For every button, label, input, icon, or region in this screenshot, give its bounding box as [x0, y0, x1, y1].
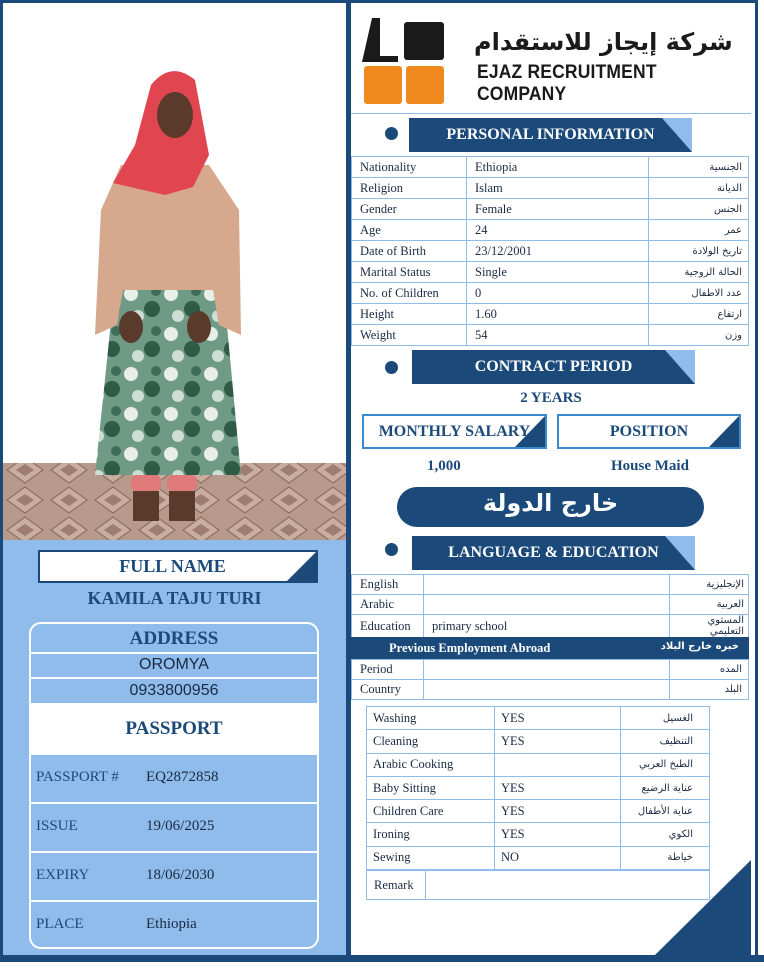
work-location-badge: خارج الدولة: [397, 487, 704, 527]
row-label-arabic: وزن: [649, 325, 749, 346]
skill-label: Cleaning: [367, 730, 495, 753]
row-label: Religion: [352, 178, 467, 199]
company-name-arabic: شركة إيجاز للاستقدام: [474, 28, 733, 56]
row-label: No. of Children: [352, 283, 467, 304]
row-label-arabic: البلد: [670, 680, 749, 700]
skill-value: YES: [495, 776, 621, 799]
row-label-arabic: عمر: [649, 220, 749, 241]
row-value: primary school: [424, 615, 670, 638]
row-label-arabic: العربية: [670, 595, 749, 615]
contract-period-title: CONTRACT PERIOD: [474, 358, 633, 375]
passport-expiry-label: EXPIRY: [36, 867, 90, 883]
row-label: Height: [352, 304, 467, 325]
row-label: English: [352, 575, 424, 595]
row-label: Country: [352, 680, 424, 700]
row-label: Education: [352, 615, 424, 638]
row-label-arabic: ارتفاع: [649, 304, 749, 325]
skill-label: Sewing: [367, 846, 495, 869]
row-label-arabic: المستوي التعليمي: [670, 615, 749, 638]
row-value: 0: [467, 283, 649, 304]
passport-issue-label: ISSUE: [36, 818, 78, 834]
skill-label: Ironing: [367, 823, 495, 846]
passport-heading: PASSPORT: [31, 705, 317, 753]
skill-label-arabic: عناية الأطفال: [621, 800, 710, 823]
position-label: POSITION: [609, 423, 689, 440]
monthly-salary-label: MONTHLY SALARY: [378, 423, 531, 440]
skill-value: NO: [495, 846, 621, 869]
row-label: Weight: [352, 325, 467, 346]
row-value: Female: [467, 199, 649, 220]
full-name-value: KAMILA TAJU TURI: [87, 588, 262, 608]
previous-employment-title: Previous Employment Abroad: [389, 641, 551, 655]
row-value: Single: [467, 262, 649, 283]
row-label-arabic: الديانة: [649, 178, 749, 199]
row-label: Arabic: [352, 595, 424, 615]
skill-value: YES: [495, 800, 621, 823]
row-value: Islam: [467, 178, 649, 199]
address-label: ADDRESS: [31, 624, 317, 654]
skill-value: YES: [495, 823, 621, 846]
row-label-arabic: تاريخ الولادة: [649, 241, 749, 262]
full-name-label: FULL NAME: [119, 556, 226, 576]
row-value: 23/12/2001: [467, 241, 649, 262]
skill-label-arabic: عناية الرضيع: [621, 776, 710, 799]
language-education-title: LANGUAGE & EDUCATION: [448, 544, 659, 561]
row-label-arabic: الإنجليزية: [670, 575, 749, 595]
row-label-arabic: الجنس: [649, 199, 749, 220]
column-divider: [346, 0, 351, 962]
row-value: 1.60: [467, 304, 649, 325]
skill-label-arabic: الطبخ العربي: [621, 753, 710, 776]
skill-label: Washing: [367, 707, 495, 730]
remark-label: Remark: [374, 878, 414, 892]
row-label: Period: [352, 660, 424, 680]
personal-info-title: PERSONAL INFORMATION: [446, 126, 655, 143]
skill-label-arabic: التنظيف: [621, 730, 710, 753]
row-value: 54: [467, 325, 649, 346]
row-label: Gender: [352, 199, 467, 220]
row-label-arabic: الجنسية: [649, 157, 749, 178]
row-value: Ethiopia: [467, 157, 649, 178]
address-city: OROMYA: [31, 654, 317, 679]
skill-label-arabic: الغسيل: [621, 707, 710, 730]
skill-label-arabic: الكوي: [621, 823, 710, 846]
row-value: 24: [467, 220, 649, 241]
row-label: Age: [352, 220, 467, 241]
address-phone: 0933800956: [31, 679, 317, 705]
row-label-arabic: المده: [670, 660, 749, 680]
passport-expiry-value: 18/06/2030: [146, 867, 215, 883]
row-label: Marital Status: [352, 262, 467, 283]
passport-place-label: PLACE: [36, 916, 84, 932]
passport-place-value: Ethiopia: [146, 916, 197, 932]
row-label: Nationality: [352, 157, 467, 178]
skill-label-arabic: خياطة: [621, 846, 710, 869]
skill-label: Baby Sitting: [367, 776, 495, 799]
passport-issue-value: 19/06/2025: [146, 818, 215, 834]
position-value: House Maid: [611, 458, 689, 474]
contract-duration: 2 YEARS: [520, 390, 582, 406]
passport-number-label: PASSPORT #: [36, 769, 119, 785]
skill-value: YES: [495, 730, 621, 753]
row-label-arabic: الحالة الزوجية: [649, 262, 749, 283]
previous-employment-title-arabic: خبره خارج البلاد: [660, 641, 739, 652]
skill-value: YES: [495, 707, 621, 730]
company-name-english: EJAZ RECRUITMENT COMPANY: [477, 62, 657, 105]
row-label: Date of Birth: [352, 241, 467, 262]
skill-label: Children Care: [367, 800, 495, 823]
bottom-border: [0, 955, 764, 962]
row-label-arabic: عدد الاطفال: [649, 283, 749, 304]
skill-label: Arabic Cooking: [367, 753, 495, 776]
monthly-salary-value: 1,000: [427, 458, 461, 474]
passport-number-value: EQ2872858: [146, 769, 219, 785]
